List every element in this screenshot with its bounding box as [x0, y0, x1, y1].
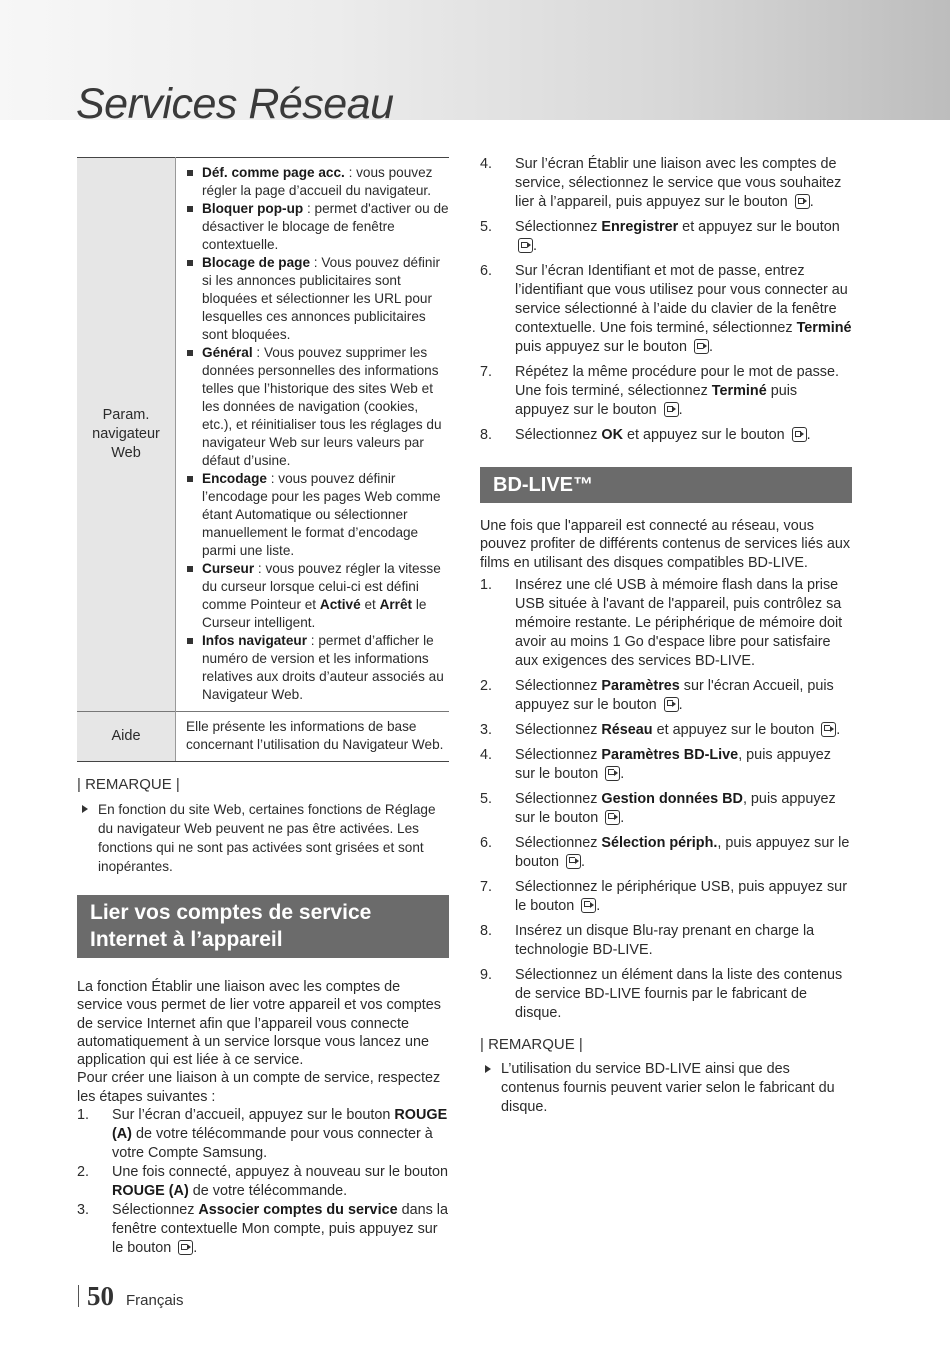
enter-button-icon — [792, 427, 807, 442]
enter-button-icon — [605, 766, 620, 781]
triangle-arrow-icon — [485, 1065, 491, 1073]
list-item: 6. Sur l’écran Identifiant et mot de passe, entrez l’identifiant que vous utilisez pour vous connecter au service sélectionné à l’aide du clavier de la fenêtre contextuelle. Une fois terminé, sélectionnez Terminé puis appuyez sur le bouton . — [480, 263, 852, 355]
enter-button-icon — [178, 1240, 193, 1255]
enter-button-icon — [795, 194, 810, 209]
section-heading-bd-live: BD-LIVE™ — [480, 467, 852, 503]
enter-button-icon — [694, 339, 709, 354]
square-bullet-icon — [187, 206, 193, 212]
list-item: 7. Répétez la même procédure pour le mot de passe. Une fois terminé, sélectionnez Terminé puis appuyez sur le bouton . — [480, 364, 839, 418]
list-item: Curseur : vous pouvez régler la vitesse du curseur lorsque celui-ci est défini comme Pointeur et Activé et Arrêt le Curseur intelligent. — [186, 560, 449, 632]
list-item: 6. Sélectionnez Sélection périph., puis appuyez sur le bouton . — [480, 834, 850, 870]
table-row — [77, 712, 449, 762]
enter-button-icon — [518, 238, 533, 253]
enter-button-icon — [664, 697, 679, 712]
list-item: 7. Sélectionnez le périphérique USB, puis appuyez sur le bouton . — [480, 878, 847, 914]
square-bullet-icon — [187, 170, 193, 176]
square-bullet-icon — [187, 350, 193, 356]
list-item: 1. Sur l’écran d’accueil, appuyez sur le bouton ROUGE (A) de votre télécommande pour vous connecter à votre Compte Samsung. — [77, 1107, 448, 1162]
page-number: 50 — [87, 1281, 114, 1311]
row-description: Elle présente les informations de base concernant l’utilisation du Navigateur Web. — [176, 712, 450, 762]
right-column — [480, 155, 852, 1117]
row-description — [176, 158, 450, 712]
section-intro: La fonction Établir une liaison avec les comptes de service vous permet de lier votre appareil et vos comptes de service Internet afin que l’appareil vous connecte automatiquement à un service lorsque vous lancez une application qui est liée à ce service. — [77, 979, 441, 1069]
note-text: L’utilisation du service BD-LIVE ainsi que des contenus fournis peuvent varier selon le fabricant du disque. — [480, 1060, 852, 1117]
note-heading: | REMARQUE | — [480, 1035, 583, 1053]
note-text: En fonction du site Web, certaines fonctions de Réglage du navigateur Web peuvent ne pas être activées. Les fonctions qui ne sont pas activées sont grisées et sont inopérantes. — [77, 800, 449, 876]
list-item: 8. Sélectionnez OK et appuyez sur le bouton . — [480, 427, 811, 443]
list-item: 2. Une fois connecté, appuyez à nouveau sur le bouton ROUGE (A) de votre télécommande. — [77, 1164, 449, 1200]
enter-button-icon — [605, 810, 620, 825]
list-item: Blocage de page : Vous pouvez définir si les annonces publicitaires sont bloquées et sélectionner les URL pour lesquelles ces annonces publicitaires sont bloquées. — [186, 254, 449, 344]
enter-button-icon — [821, 722, 836, 737]
list-item: 5. Sélectionnez Gestion données BD, puis appuyez sur le bouton . — [480, 790, 836, 826]
row-label-browser-settings: Param. navigateur Web — [77, 158, 176, 712]
browser-settings-table — [77, 157, 449, 762]
section-intro: Une fois que l'appareil est connecté au réseau, vous pouvez profiter de différents contenus de services liés aux films en utilisant des disques compatibles BD-LIVE. — [480, 518, 851, 571]
list-item: Bloquer pop-up : permet d'activer ou de désactiver le blocage de fenêtre contextuelle. — [186, 200, 449, 254]
list-item: 4. Sur l’écran Établir une liaison avec les comptes de service, sélectionnez le service que vous souhaitez lier à l’appareil, puis appuyez sur le bouton . — [480, 156, 842, 210]
section-intro-2: Pour créer une liaison à un compte de service, respectez les étapes suivantes : — [77, 1070, 441, 1105]
square-bullet-icon — [187, 566, 193, 572]
list-item: 5. Sélectionnez Enregistrer et appuyez sur le bouton . — [480, 219, 840, 254]
left-column — [77, 157, 449, 1258]
page-title: Services Réseau — [76, 80, 394, 128]
list-item: Infos navigateur : permet d’afficher le numéro de version et les informations relatives aux droits d’auteur associés au Navigateur Web. — [186, 632, 449, 704]
page-language: Français — [126, 1292, 184, 1309]
list-item: 8. Insérez un disque Blu-ray prenant en charge la technologie BD-LIVE. — [480, 922, 815, 958]
option-list — [186, 164, 449, 704]
note-heading: | REMARQUE | — [77, 776, 180, 793]
table-row — [77, 158, 449, 712]
link-steps-list-continued — [480, 155, 852, 445]
list-item: 2. Sélectionnez Paramètres sur l'écran Accueil, puis appuyez sur le bouton . — [480, 677, 834, 713]
list-item: Général : Vous pouvez supprimer les données personnelles des informations telles que l’historique des sites Web et les données de navigation (cookies, etc.), et réinitialiser tous les réglages du navigateur Web sur leurs valeurs par défaut d’usine. — [186, 344, 449, 470]
square-bullet-icon — [187, 260, 193, 266]
list-item: 4. Sélectionnez Paramètres BD-Live, puis appuyez sur le bouton . — [480, 746, 831, 782]
enter-button-icon — [566, 854, 581, 869]
list-item: 1. Insérez une clé USB à mémoire flash dans la prise USB située à l'avant de l'appareil, puis contrôlez sa mémoire restante. Le périphérique de mémoire doit avoir au moins 1 Go d'espace libre pour satisfaire aux exigences des services BD-LIVE. — [480, 576, 843, 669]
list-item: 3. Sélectionnez Associer comptes du service dans la fenêtre contextuelle Mon compte, puis appuyez sur le bouton . — [77, 1202, 448, 1257]
enter-button-icon — [581, 898, 596, 913]
list-item: Encodage : vous pouvez définir l’encodage pour les pages Web comme étant Automatique ou sélectionner manuellement le format d’encodage parmi une liste. — [186, 470, 449, 560]
list-item: 9. Sélectionnez un élément dans la liste des contenus de service BD-LIVE fournis par le fabricant de disque. — [480, 966, 843, 1021]
square-bullet-icon — [187, 638, 193, 644]
link-steps-list — [77, 1106, 449, 1258]
square-bullet-icon — [187, 476, 193, 482]
list-item: 3. Sélectionnez Réseau et appuyez sur le bouton . — [480, 721, 841, 738]
footer-divider — [78, 1285, 79, 1307]
list-item: Déf. comme page acc. : vous pouvez régler la page d’accueil du navigateur. — [186, 164, 449, 200]
bd-live-steps-list — [480, 576, 852, 1023]
section-heading-link-accounts: Lier vos comptes de service Internet à l’appareil — [77, 895, 449, 958]
enter-button-icon — [664, 402, 679, 417]
row-label-help: Aide — [77, 712, 176, 762]
triangle-arrow-icon — [82, 805, 88, 813]
